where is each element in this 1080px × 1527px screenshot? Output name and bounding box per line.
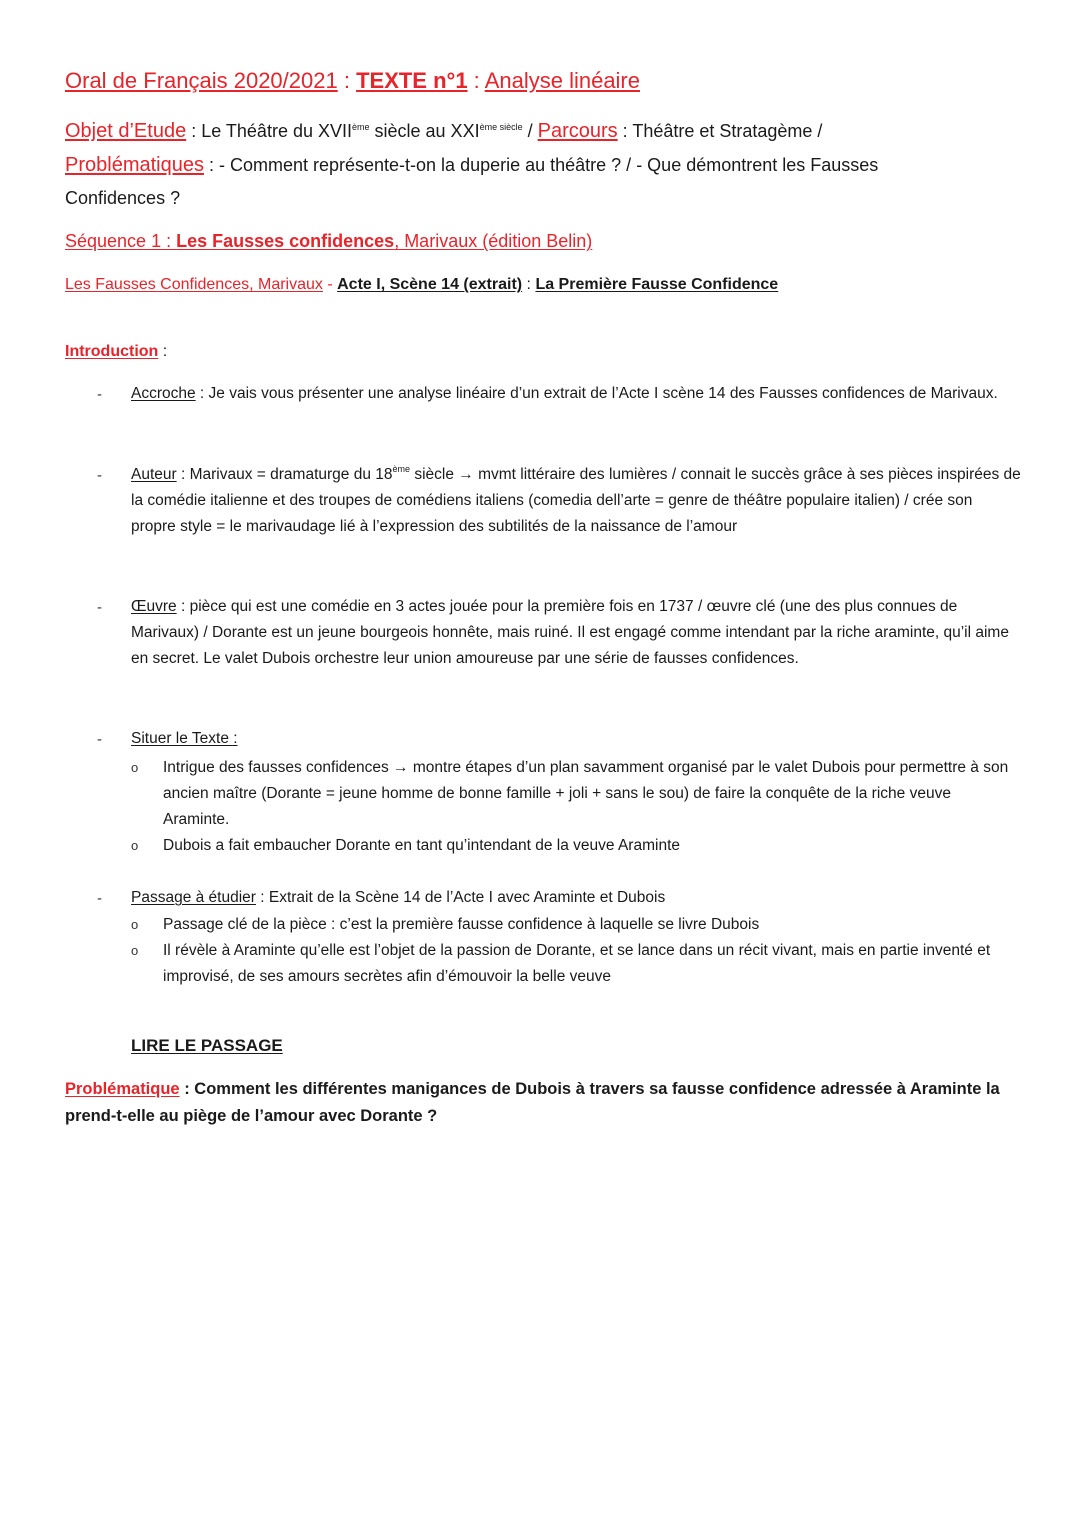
item-situer	[131, 726, 1021, 752]
auteur-text-b: siècle → mvmt littéraire des lumières / connait le succès grâce à ses pièces inspirées de la comédie italienne et des troupes de comédiens italiens (comedia dell’arte = genre de théâtre populaire italien) / crée son propre style = le marivaudage lié à l’expression des subtilités de la naissance de l’amour	[131, 466, 1021, 535]
dash-passage: -	[97, 890, 102, 907]
situer-label: Situer le Texte :	[131, 730, 238, 747]
problematiques-label: Problématiques	[65, 154, 204, 176]
objet-label: Objet d’Etude	[65, 120, 187, 142]
sequence-suffix: , Marivaux (édition Belin)	[394, 231, 593, 251]
auteur-text-a: : Marivaux = dramaturge du 18	[176, 466, 393, 483]
title-text-number: TEXTE n°1	[356, 68, 468, 93]
title-sep-1: :	[337, 68, 357, 93]
problematiques-text: : - Comment représente-t-on la duperie au théâtre ? / - Que démontrent les Fausses	[203, 155, 879, 175]
passage-item-1: Passage clé de la pièce : c’est la première fausse confidence à laquelle se livre Dubois	[163, 916, 760, 933]
accroche-text: : Je vais vous présenter une analyse linéaire d’un extrait de l’Acte I scène 14 des Fausses confidences de Marivaux.	[195, 385, 998, 402]
situer-item-1: Intrigue des fausses confidences → montre étapes d’un plan savamment organisé par le valet Dubois pour permettre à son ancien maître (Dorante = jeune homme de bonne famille + joli + sans le sou) de faire la conquête de la riche veuve Araminte.	[163, 759, 1009, 828]
parcours-text: : Théâtre et Stratagème /	[617, 121, 823, 141]
objet-slash: /	[522, 121, 538, 141]
problematiques-line	[65, 154, 878, 177]
item-auteur	[131, 462, 1021, 540]
sequence-work: Les Fausses confidences	[176, 231, 395, 251]
objet-sup-b: ème siècle	[479, 122, 523, 132]
bullet-situer-1: o	[131, 760, 139, 775]
introduction-heading	[65, 343, 167, 361]
problematique-text: : Comment les différentes manigances de Dubois à travers sa fausse confidence adressée à Araminte la prend-t-elle au piège de l’amour avec Dorante ?	[65, 1080, 1000, 1125]
passage-item-2: Il révèle à Araminte qu’elle est l’objet de la passion de Dorante, et se lance dans un récit vivant, mais en partie inventé et improvisé, de ses amours secrètes afin d’émouvoir la belle veuve	[163, 942, 991, 985]
introduction-colon: :	[158, 343, 168, 360]
accroche-label: Accroche	[131, 385, 196, 402]
title-analysis: Analyse linéaire	[484, 68, 640, 93]
title-course: Oral de Français 2020/2021	[65, 68, 338, 93]
situer-item-2: Dubois a fait embaucher Dorante en tant qu’intendant de la veuve Araminte	[163, 837, 680, 854]
parcours-label: Parcours	[537, 120, 618, 142]
sequence-prefix: Séquence 1 :	[65, 231, 177, 251]
title-sep-2: :	[467, 68, 485, 93]
bullet-situer-2: o	[131, 838, 139, 853]
introduction-label: Introduction	[65, 343, 159, 360]
objet-text-a: Le Théâtre du XVII	[201, 121, 352, 141]
objet-colon: :	[186, 121, 202, 141]
sequence-line	[65, 231, 592, 252]
objet-text-b: siècle au XXI	[369, 121, 480, 141]
extract-act: Acte I, Scène 14 (extrait)	[337, 276, 523, 293]
problematiques-cont: Confidences ?	[65, 188, 181, 208]
bullet-passage-1: o	[131, 917, 139, 932]
auteur-sup: ème	[392, 464, 411, 474]
objet-sup-a: ème	[352, 122, 370, 132]
item-oeuvre	[131, 594, 1021, 672]
item-passage	[131, 885, 1021, 911]
passage-text: : Extrait de la Scène 14 de l’Acte I avec Araminte et Dubois	[255, 889, 666, 906]
bullet-passage-2: o	[131, 943, 139, 958]
extract-dash: -	[322, 276, 338, 293]
problematique-label: Problématique	[65, 1080, 180, 1098]
lire-passage-heading: LIRE LE PASSAGE	[131, 1036, 283, 1055]
extract-line	[65, 276, 778, 294]
item-accroche	[131, 381, 1021, 407]
page-title	[65, 68, 640, 94]
extract-name: La Première Fausse Confidence	[535, 276, 779, 293]
dash-auteur: -	[97, 467, 102, 484]
problematique-block	[65, 1076, 1005, 1130]
oeuvre-label: Œuvre	[131, 598, 177, 615]
objet-line	[65, 120, 822, 143]
dash-accroche: -	[97, 386, 102, 403]
dash-oeuvre: -	[97, 599, 102, 616]
dash-situer: -	[97, 731, 102, 748]
extract-colon: :	[522, 276, 536, 293]
oeuvre-text: : pièce qui est une comédie en 3 actes jouée pour la première fois en 1737 / œuvre clé (une des plus connues de Marivaux) / Dorante est un jeune bourgeois honnête, mais ruiné. Il est engagé comme intendant par la riche araminte, qu’il aime en secret. Le valet Dubois orchestre leur union amoureuse par une série de fausses confidences.	[131, 598, 1009, 667]
auteur-label: Auteur	[131, 466, 177, 483]
extract-work: Les Fausses Confidences, Marivaux	[65, 276, 323, 293]
passage-label: Passage à étudier	[131, 889, 256, 906]
